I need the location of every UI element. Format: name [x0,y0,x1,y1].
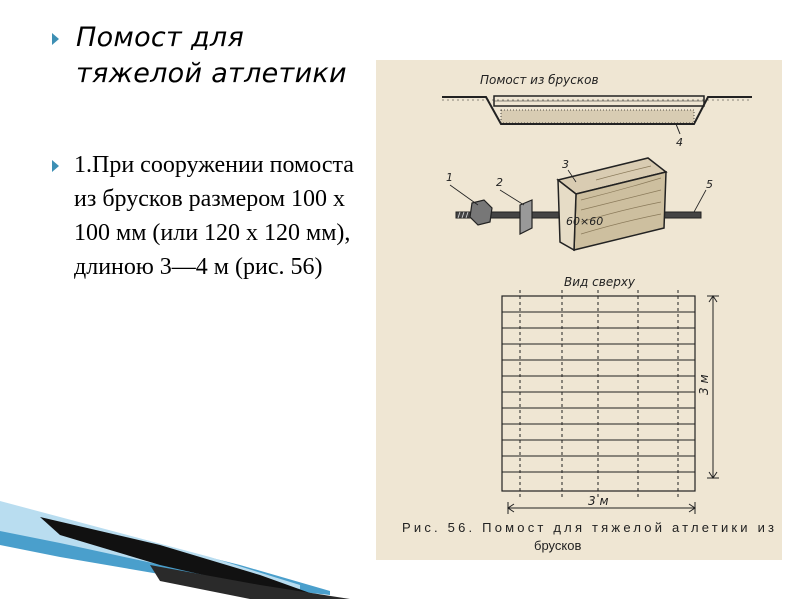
bullet-arrow-icon [52,33,59,45]
section-label: Помост из брусков [480,73,599,87]
bullet-arrow-icon [52,160,59,172]
beam-size-label: 60×60 [566,215,604,228]
callout-3: 3 [562,158,569,171]
top-view-grid [502,290,719,514]
decorative-swoosh [0,495,800,600]
bolt-assembly [456,158,701,250]
figure-svg [376,60,782,560]
dimension-horizontal: 3 м [588,494,609,508]
callout-1: 1 [446,171,453,184]
figure-caption-line1: Рис. 56. Помост для тяжелой атлетики из [402,520,774,535]
callout-5: 5 [706,178,713,191]
callout-2: 2 [496,176,503,189]
figure-caption-line2: брусков [534,538,582,553]
bullet-text: 1.При сооружении помоста из брусков размером 100 х 100 мм (или 120 х 120 мм), длиною 3—4 м (рис. 56) [74,152,354,280]
callout-4: 4 [676,136,683,149]
title-bullet [52,20,372,92]
body-bullet [52,148,362,284]
slide-title: Помост для тяжелой атлетики [76,22,347,89]
section-drawing [442,96,752,134]
top-view-label: Вид сверху [564,275,636,289]
dimension-vertical: 3 м [697,374,711,395]
figure-platform-drawing [376,60,782,560]
